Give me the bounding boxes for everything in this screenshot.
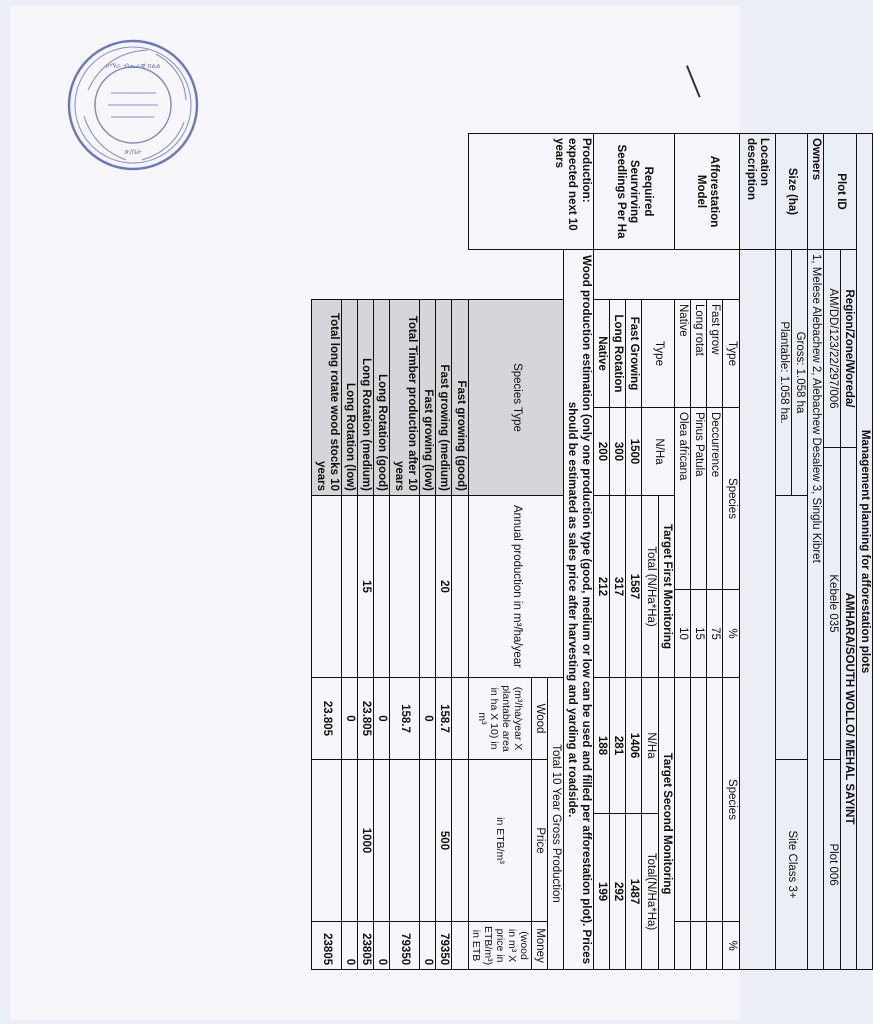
percent-header: % bbox=[723, 590, 739, 678]
money-header: Money bbox=[531, 922, 547, 970]
plot-number: Plot 006 bbox=[824, 760, 840, 970]
production-money: 79350 bbox=[436, 922, 452, 970]
region-value: AMHARA/SOUTH WOLLO/ MEHAL SAYINT bbox=[840, 448, 856, 970]
production-wood: 23.805 bbox=[358, 678, 374, 760]
nha-second-header: N/Ha bbox=[642, 678, 658, 814]
seedling-type: Long Rotation bbox=[609, 300, 625, 408]
region-label: Region/Zone/Woreda/ bbox=[840, 250, 856, 448]
owners-label: Owners bbox=[808, 134, 824, 250]
production-annual bbox=[312, 496, 341, 678]
seedling-total-2: 1487 bbox=[626, 814, 642, 970]
seedling-total-2: 199 bbox=[593, 814, 609, 970]
seedling-total-1: 1587 bbox=[626, 496, 642, 678]
production-annual: 20 bbox=[436, 496, 452, 678]
production-money: 79350 bbox=[390, 922, 419, 970]
site-class: Site Class 3+ bbox=[775, 760, 807, 970]
production-row-label: Fast growing (good) bbox=[452, 300, 468, 496]
production-wood: 23.805 bbox=[312, 678, 341, 760]
production-row-label: Long Rotation (low) bbox=[341, 300, 357, 496]
species-header-2: Species bbox=[723, 678, 739, 922]
money-description: (wood in m³ X price in ETB/m³) in ETB bbox=[468, 922, 531, 970]
production-wood bbox=[452, 678, 468, 760]
production-wood: 158.7 bbox=[436, 678, 452, 760]
production-money: 0 bbox=[419, 922, 435, 970]
production-annual bbox=[452, 496, 468, 678]
price-header: Price bbox=[531, 760, 547, 922]
wood-description: (m³/ha/year X plantable area in ha X 10) in m³ bbox=[468, 678, 531, 760]
production-wood: 0 bbox=[374, 678, 390, 760]
svg-text:ጽ/ቤት: ጽ/ቤት bbox=[124, 148, 142, 156]
production-row-label: Long Rotation (good) bbox=[374, 300, 390, 496]
wood-header: Wood bbox=[531, 678, 547, 760]
production-annual bbox=[390, 496, 419, 678]
production-price bbox=[341, 760, 357, 922]
production-money bbox=[452, 922, 468, 970]
seedling-nha: 300 bbox=[609, 408, 625, 496]
production-money: 23805 bbox=[312, 922, 341, 970]
plot-id-label: Plot ID bbox=[824, 134, 856, 250]
plantable-size: Plantable: 1.058 ha. bbox=[775, 250, 791, 496]
production-total-label: Total Timber production after 10 years bbox=[390, 300, 419, 496]
production-money: 23805 bbox=[358, 922, 374, 970]
seedling-type: Fast Growing bbox=[626, 300, 642, 408]
production-annual: 15 bbox=[358, 496, 374, 678]
seedling-nha-2: 281 bbox=[609, 678, 625, 814]
seedling-total-1: 212 bbox=[593, 496, 609, 678]
model-percent: 75 bbox=[707, 590, 723, 678]
percent-header-2: % bbox=[723, 922, 739, 970]
required-seedlings-label: Required Seurvirving Seedlings Per Ha bbox=[593, 134, 674, 250]
seedling-total-1: 317 bbox=[609, 496, 625, 678]
model-type: Long rotat bbox=[691, 300, 707, 408]
production-price bbox=[419, 760, 435, 922]
total-first-header: Total (N/Ha*Ha) bbox=[642, 496, 658, 678]
production-price bbox=[452, 760, 468, 922]
species-type-header: Species Type bbox=[468, 300, 564, 496]
production-annual bbox=[341, 496, 357, 678]
nha-header: N/Ha bbox=[642, 408, 674, 496]
model-type: Native bbox=[674, 300, 690, 408]
production-money: 0 bbox=[341, 922, 357, 970]
production-price bbox=[374, 760, 390, 922]
rotated-form bbox=[0, 133, 873, 969]
owners-value: 1, Melese Alebachew 2, Alebachew Desalew 3, Singlu Kibret bbox=[808, 250, 824, 970]
model-species: Olea africana bbox=[674, 408, 690, 590]
model-label: Afforestation Model bbox=[674, 134, 739, 250]
production-note: Wood production estimation (only one production type (good, medium or low can be used and filled per afforestation plot). Prices should be estimated as sales price after harvesting and yarding at roadside. bbox=[564, 250, 593, 970]
seedling-nha: 1500 bbox=[626, 408, 642, 496]
production-row-label: Fast growing (low) bbox=[419, 300, 435, 496]
seedling-total-2: 292 bbox=[609, 814, 625, 970]
seedling-type: Native bbox=[593, 300, 609, 408]
gross-production-header: Total 10 Year Gross Production bbox=[548, 678, 564, 970]
model-percent: 15 bbox=[691, 590, 707, 678]
second-monitoring: Target Second Monitoring bbox=[658, 678, 674, 970]
annual-production-header: Annual production in m³/ha/year bbox=[468, 496, 564, 678]
production-row-label: Fast growing (medium) bbox=[436, 300, 452, 496]
svg-text:ዐማራ ብሔራዊ ክልል: ዐማራ ብሔራዊ ክልል bbox=[105, 62, 161, 70]
form-title: Management planning for afforestation plots bbox=[856, 134, 872, 970]
model-species: Deccurrence bbox=[707, 408, 723, 590]
production-price: 1000 bbox=[358, 760, 374, 922]
production-wood: 0 bbox=[419, 678, 435, 760]
type-header: Type bbox=[723, 300, 739, 408]
management-table bbox=[311, 133, 873, 970]
production-price bbox=[312, 760, 341, 922]
production-annual bbox=[419, 496, 435, 678]
production-wood: 158.7 bbox=[390, 678, 419, 760]
gross-size: Gross: 1.058 ha bbox=[791, 250, 807, 496]
production-label: Production: expected next 10 years bbox=[468, 134, 593, 250]
production-price bbox=[390, 760, 419, 922]
seedling-nha-2: 188 bbox=[593, 678, 609, 814]
production-wood: 0 bbox=[341, 678, 357, 760]
seedling-type-header: Type bbox=[642, 300, 674, 408]
plot-code: AM/DD/123/22/297/006 bbox=[824, 250, 840, 448]
size-label: Size (ha) bbox=[775, 134, 807, 250]
kebele: Kebele 035 bbox=[824, 448, 840, 760]
location-label: Location description bbox=[739, 134, 775, 250]
production-price: 500 bbox=[436, 760, 452, 922]
production-total-label: Total long rotate wood stocks 10 years bbox=[312, 300, 341, 496]
seedling-nha: 200 bbox=[593, 408, 609, 496]
production-annual bbox=[374, 496, 390, 678]
species-header: Species bbox=[723, 408, 739, 590]
production-row-label: Long Rotation (medium) bbox=[358, 300, 374, 496]
production-money: 0 bbox=[374, 922, 390, 970]
seedling-nha-2: 1406 bbox=[626, 678, 642, 814]
model-species: Pinus Patula bbox=[691, 408, 707, 590]
model-percent: 10 bbox=[674, 590, 690, 678]
model-type: Fast grow bbox=[707, 300, 723, 408]
total-second-header: Total(N/Ha*Ha) bbox=[642, 814, 658, 970]
price-description: in ETB/m³ bbox=[468, 760, 531, 922]
first-monitoring: Target First Monitoring bbox=[658, 496, 674, 678]
